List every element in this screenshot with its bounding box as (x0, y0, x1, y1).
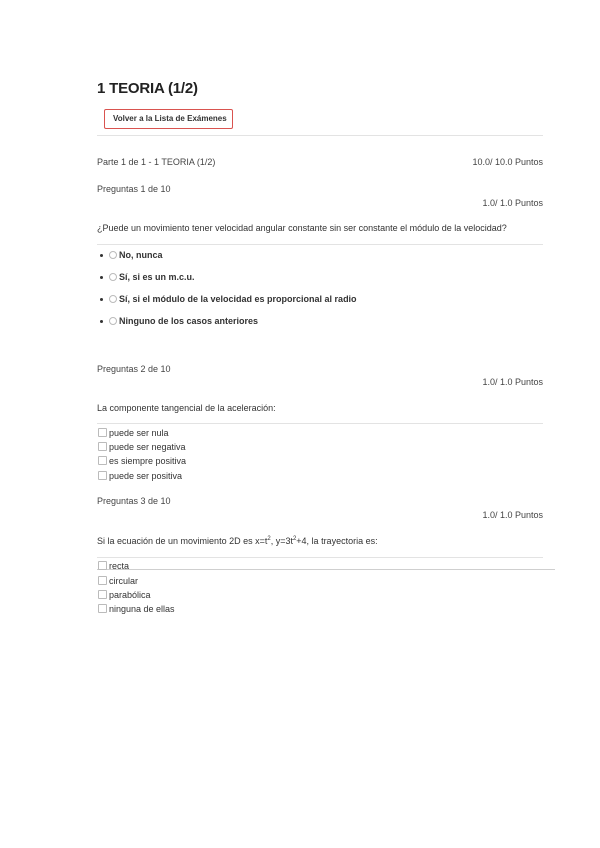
divider (97, 244, 543, 245)
option-label: ninguna de ellas (109, 603, 175, 614)
checkbox[interactable] (98, 456, 107, 465)
question-3-text (97, 536, 378, 546)
radio-button[interactable] (109, 295, 117, 303)
option-label: No, nunca (119, 250, 163, 260)
checkbox[interactable] (98, 428, 107, 437)
radio-button[interactable] (109, 317, 117, 325)
divider (97, 569, 555, 570)
option-label: circular (109, 575, 139, 586)
checkbox[interactable] (98, 604, 107, 613)
option-label: puede ser nula (109, 427, 169, 438)
question-3-exponent-2: 2 (292, 536, 297, 542)
question-3-points: 1.0/ 1.0 Puntos (482, 510, 543, 520)
option-item[interactable] (98, 427, 169, 438)
option-item[interactable] (100, 293, 357, 305)
checkbox[interactable] (98, 561, 107, 570)
option-label: puede ser negativa (109, 441, 186, 452)
option-item[interactable] (98, 441, 186, 452)
question-3-text-prefix: Si la ecuación de un movimiento 2D es x=t (97, 536, 268, 546)
question-3-text-mid: , y=3t (270, 536, 293, 546)
option-item[interactable] (98, 589, 151, 600)
option-item[interactable] (100, 249, 163, 261)
option-label: Sí, si el módulo de la velocidad es proporcional al radio (119, 294, 357, 304)
checkbox[interactable] (98, 471, 107, 480)
option-label: Ninguno de los casos anteriores (119, 316, 259, 326)
option-item[interactable] (98, 455, 186, 466)
question-2-points: 1.0/ 1.0 Puntos (482, 377, 543, 387)
option-item[interactable] (98, 560, 129, 571)
checkbox[interactable] (98, 442, 107, 451)
option-label: puede ser positiva (109, 470, 183, 481)
divider (97, 423, 543, 424)
radio-button[interactable] (109, 273, 117, 281)
question-3-text-suffix: +4, la trayectoria es: (296, 536, 378, 546)
bullet-icon (100, 276, 103, 279)
bullet-icon (100, 254, 103, 257)
radio-button[interactable] (109, 251, 117, 259)
bullet-icon (100, 320, 103, 323)
option-item[interactable] (100, 315, 258, 327)
bullet-icon (100, 298, 103, 301)
option-label: recta (109, 560, 130, 571)
question-2-text: La componente tangencial de la aceleración: (97, 403, 276, 413)
part-label: Parte 1 de 1 - 1 TEORIA (1/2) (97, 157, 216, 167)
checkbox[interactable] (98, 576, 107, 585)
option-item[interactable] (98, 603, 175, 614)
option-item[interactable] (98, 575, 138, 586)
question-3-exponent-1: 2 (267, 536, 271, 542)
page-title: 1 TEORIA (1/2) (97, 80, 198, 97)
option-item[interactable] (98, 470, 182, 481)
checkbox[interactable] (98, 590, 107, 599)
divider (97, 557, 543, 558)
option-item[interactable] (100, 271, 195, 283)
back-to-exams-button[interactable]: Volver a la Lista de Exámenes (104, 109, 233, 129)
question-1-text: ¿Puede un movimiento tener velocidad angular constante sin ser constante el módulo de la velocidad? (97, 223, 507, 233)
divider (97, 135, 543, 136)
question-1-number: Preguntas 1 de 10 (97, 184, 171, 194)
question-1-points: 1.0/ 1.0 Puntos (482, 198, 543, 208)
part-points: 10.0/ 10.0 Puntos (472, 157, 543, 167)
question-3-number: Preguntas 3 de 10 (97, 496, 171, 506)
question-2-number: Preguntas 2 de 10 (97, 364, 171, 374)
option-label: es siempre positiva (109, 455, 187, 466)
option-label: parabólica (109, 589, 151, 600)
option-label: Sí, si es un m.c.u. (119, 272, 195, 282)
